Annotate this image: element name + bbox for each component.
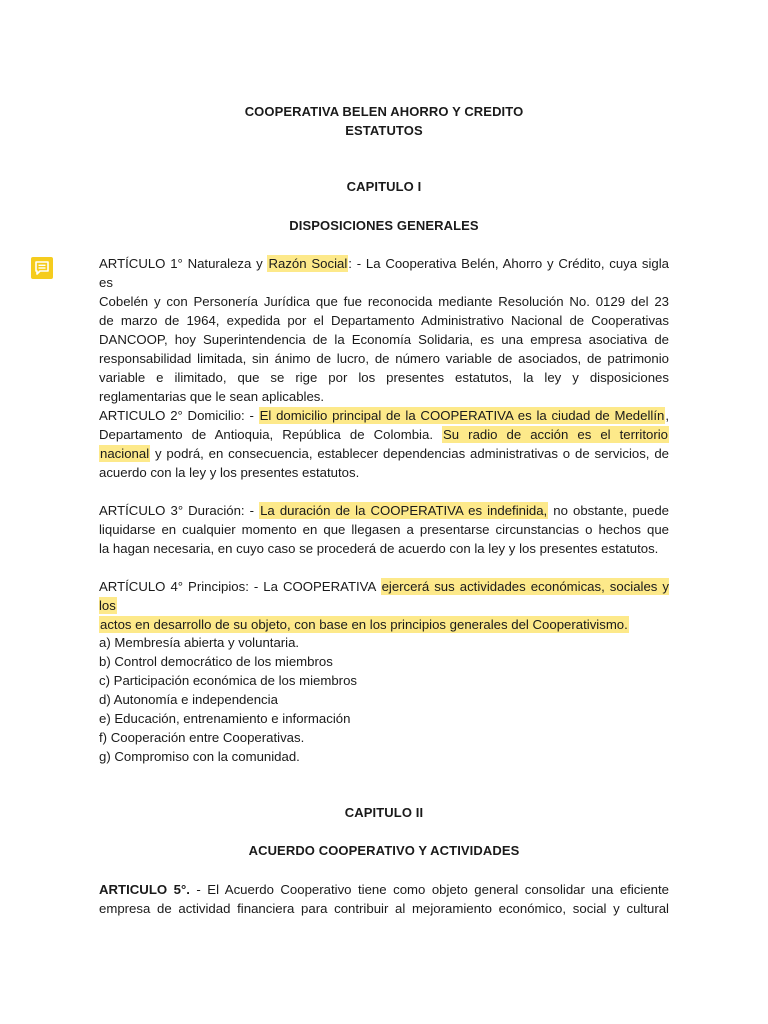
article-5-line: empresa de actividad financiera para contribuir al mejoramiento económico, social y cultural <box>99 901 669 916</box>
article-3-line: liquidarse en cualquier momento en que llegasen a presentarse circunstancias o hechos que <box>99 522 669 537</box>
article-1-prefix: ARTÍCULO 1° Naturaleza y <box>99 256 268 271</box>
list-item: b) Control democrático de los miembros <box>99 654 333 669</box>
article-1-line: de marzo de 1964, expedida por el Departamento Administrativo Nacional de Cooperativas <box>99 313 669 328</box>
article-4-line <box>99 615 669 634</box>
org-title: COOPERATIVA BELEN AHORRO Y CREDITO <box>244 104 524 119</box>
article-1-line: DANCOOP, hoy Superintendencia de la Economía Solidaria, es una empresa asociativa de <box>99 332 669 347</box>
article-5 <box>99 880 669 918</box>
comment-icon <box>31 257 53 279</box>
article-3-line: la hagan necesaria, en cuyo caso se procederá de acuerdo con la ley y los presentes estatutos. <box>99 541 659 556</box>
article-2-text: Departamento de Antioquia, República de Colombia. <box>99 427 443 442</box>
doc-title: ESTATUTOS <box>345 123 423 138</box>
comment-annotation-button[interactable] <box>31 257 53 279</box>
highlight[interactable]: Razón Social <box>268 256 348 271</box>
principles-list <box>99 633 669 766</box>
article-2-text: , <box>665 408 670 423</box>
highlight[interactable]: ejercerá sus actividades económicas, sociales y los <box>99 579 670 613</box>
article-2 <box>99 406 669 482</box>
article-2-line <box>99 406 669 425</box>
article-5-text: - El Acuerdo Cooperativo tiene como objeto general consolidar una eficiente <box>189 882 669 897</box>
article-3-prefix: ARTÍCULO 3° Duración: - <box>99 503 260 518</box>
list-item: c) Participación económica de los miembros <box>99 673 357 688</box>
article-3-line <box>99 501 669 520</box>
article-1-line: responsabilidad limitada, sin ánimo de lucro, de número variable de asociados, de patrimonio <box>99 351 669 366</box>
article-2-prefix: ARTICULO 2° Domicilio: - <box>99 408 259 423</box>
article-2-line <box>99 425 669 444</box>
chapter-2-label: CAPITULO II <box>344 805 424 820</box>
list-item: g) Compromiso con la comunidad. <box>99 749 300 764</box>
article-1-line <box>99 254 669 292</box>
chapter-2-heading: ACUERDO COOPERATIVO Y ACTIVIDADES <box>248 843 520 858</box>
list-item: d) Autonomía e independencia <box>99 692 278 707</box>
article-2-line <box>99 444 669 463</box>
article-4-line <box>99 577 669 615</box>
article-2-text: y podrá, en consecuencia, establecer dependencias administrativas o de servicios, de <box>150 446 669 461</box>
article-3-text: no obstante, puede <box>548 503 669 518</box>
chapter-1-label: CAPITULO I <box>346 179 422 194</box>
article-5-prefix: ARTICULO 5°. <box>99 882 190 897</box>
highlight[interactable]: nacional <box>100 446 150 461</box>
article-1-line: variable e ilimitado, que se rige por los presentes estatutos, la ley y disposiciones <box>99 370 669 385</box>
article-5-line <box>99 880 669 899</box>
list-item: f) Cooperación entre Cooperativas. <box>99 730 305 745</box>
article-4-prefix: ARTÍCULO 4° Principios: - La COOPERATIVA <box>99 579 381 594</box>
highlight[interactable]: Su radio de acción es el territorio <box>443 427 668 442</box>
highlight[interactable]: La duración de la COOPERATIVA es indefinida, <box>260 503 548 518</box>
highlight[interactable]: actos en desarrollo de su objeto, con base en los principios generales del Cooperativismo. <box>100 617 628 632</box>
article-4 <box>99 577 669 634</box>
list-item: a) Membresía abierta y voluntaria. <box>99 635 300 650</box>
article-1 <box>99 254 669 406</box>
article-1-line: Cobelén y con Personería Jurídica que fue reconocida mediante Resolución No. 0129 del 23 <box>99 294 669 309</box>
list-item: e) Educación, entrenamiento e información <box>99 711 351 726</box>
highlight[interactable]: El domicilio principal de la COOPERATIVA es la ciudad de Medellín <box>259 408 665 423</box>
article-1-line: reglamentarias que le sean aplicables. <box>99 389 325 404</box>
article-3 <box>99 501 669 558</box>
article-2-line: acuerdo con la ley y los presentes estatutos. <box>99 465 360 480</box>
chapter-1-heading: DISPOSICIONES GENERALES <box>289 218 479 233</box>
article-1-text: : - La Cooperativa Belén, Ahorro y Crédito, cuya sigla es <box>99 256 670 290</box>
